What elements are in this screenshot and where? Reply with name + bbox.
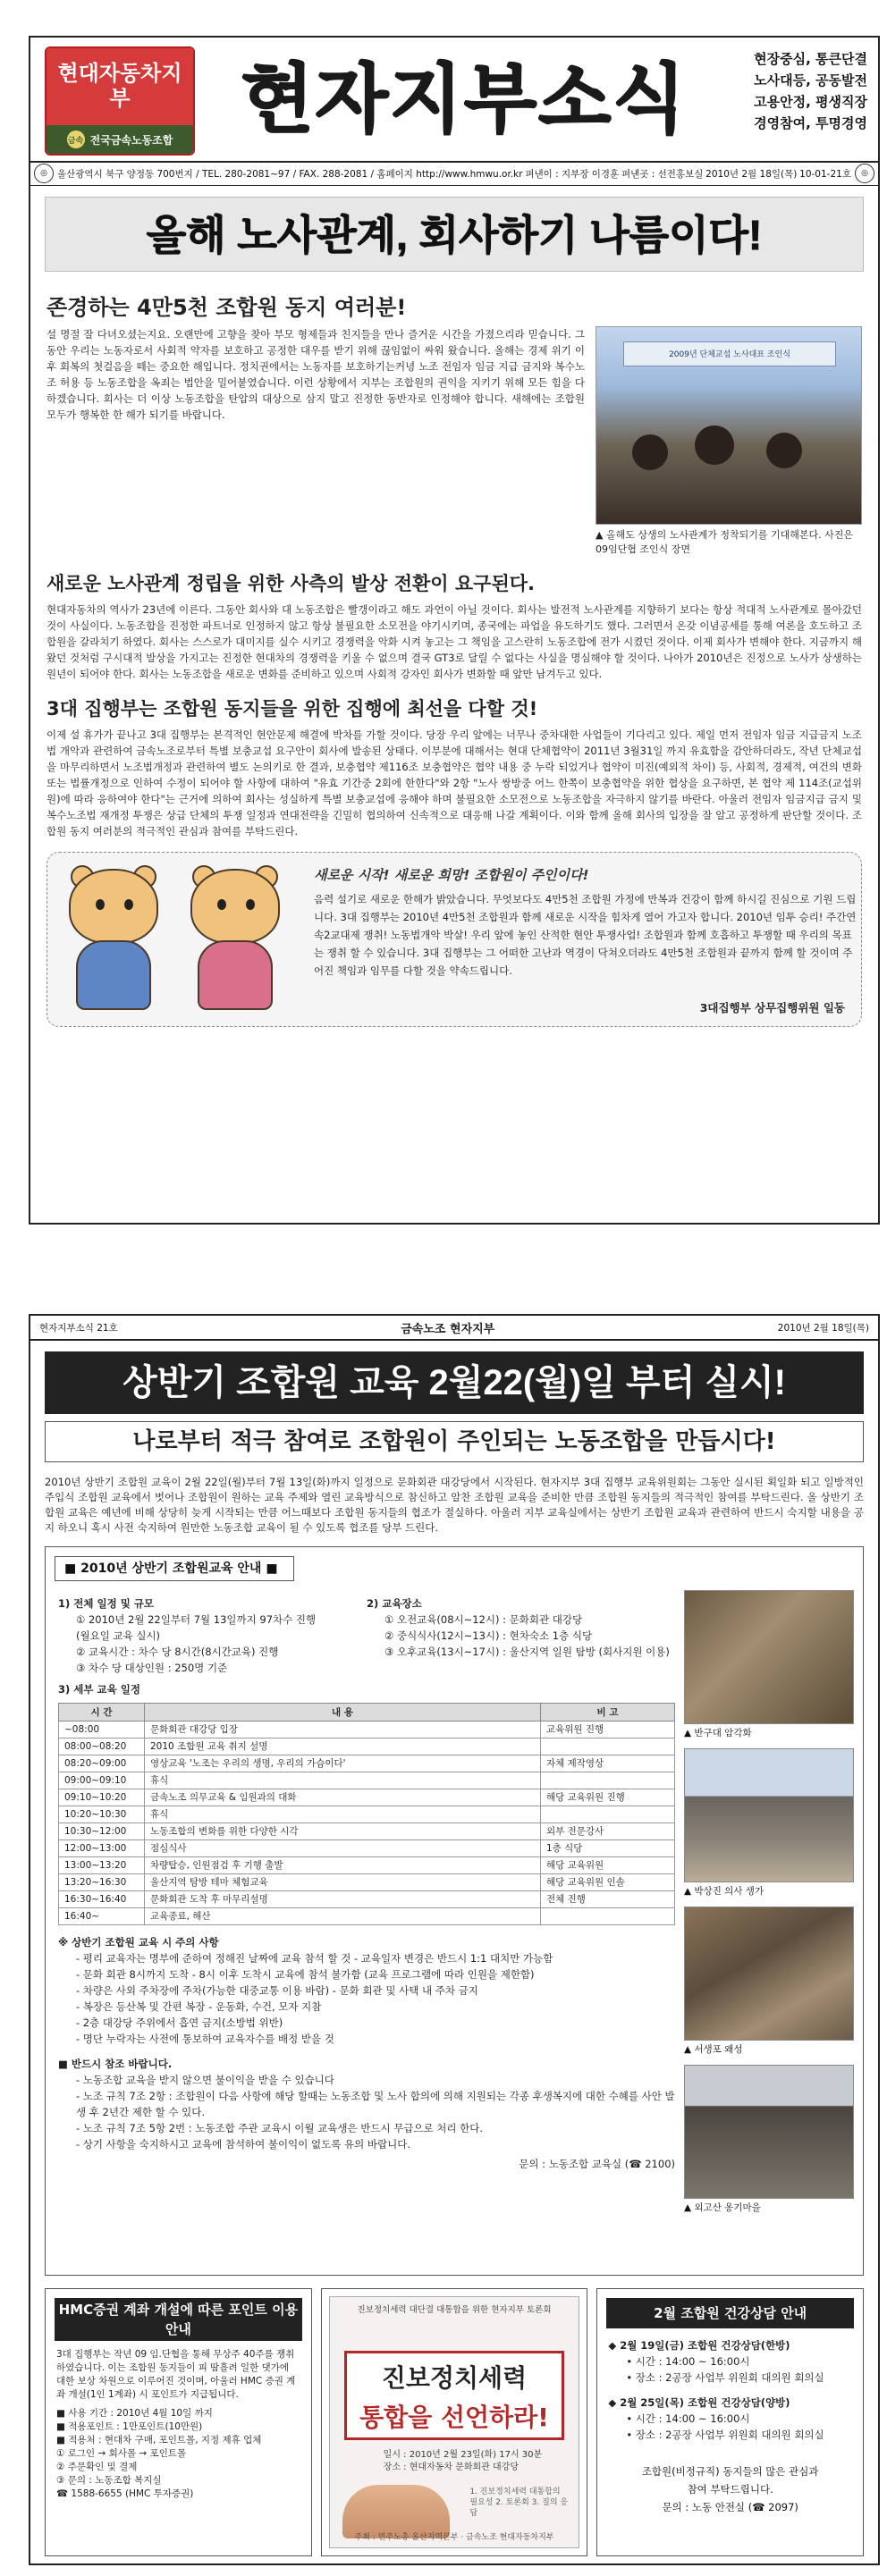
cell-content: 점심식사	[145, 1840, 541, 1857]
article-paragraph: 현대자동차의 역사가 23년에 이른다. 그동안 회사와 대 노동조합은 빨갱이라고 해도 과언이 아닐 것이다. 회사는 발전적 노사관계를 지향하기 보다는 항상 적대적 노사관계로 몰아갔던 것이 사실이다. 노동조합을 진정한 파트너로 인정하지 않고 항상 불필요한 소모전을 야기시키며, 종국에는 파업을 유도하기도 했다. 그러면서 온갖 이념공세를 통해 여론을 호도하고 조합원을 갈라치기 하였다. 회사는 스스로가 대미지를 실수 시키고 경쟁력을 악화 시켜 놓고는 그 책임을 고스란히 노동조합에 전가 시켰던 것이다. 이제 회사가 변해야 한다. 지금까지 해왔던 것처럼 구시대적 발상을 가지고는 진정한 현대차의 경쟁력을 키울 수 없으며 결국 GT3로 달릴 수 없다는 사실을 명심해야 할 것이다. 나아가 2010년은 진정으로 노사가 상생하는 원년이 되어야 한다. 회사는 노동조합을 새로운 변화를 준비하고 있으며 사회적 강자인 회사가 변화할 때 앞만 남겨두고 있다.	[46, 603, 862, 680]
slogan: 경영참여, 투명경영	[754, 115, 867, 131]
cell-time: ~08:00	[59, 1722, 145, 1738]
news-photo	[596, 326, 862, 557]
list-item: (월요일 교육 실시)	[76, 1629, 161, 1642]
notice-item: ■ 적용처 : 현대차 구매, 포인트몰, 지정 제휴 업체	[56, 2435, 262, 2446]
cell-note: 해당 교육위원	[541, 1857, 675, 1874]
block-title: 1) 전체 일정 및 규모	[58, 1597, 155, 1610]
notice-title: HMC증권 계좌 개설에 따른 포인트 이용안내	[55, 2298, 302, 2341]
cell-note: 해당 교육위원 진행	[541, 1789, 675, 1806]
table-header-row	[59, 1704, 675, 1722]
cell-content: 금속노조 의무교육 & 임원과의 대화	[145, 1789, 541, 1806]
table-row	[59, 1908, 675, 1925]
notice-title: 2월 조합원 건강상담 안내	[606, 2298, 854, 2328]
note-item: - 차량은 사외 주차장에 주차(가능한 대중교통 이용 바람) - 문화 회관 및 사택 내 주차 금지	[76, 1984, 478, 1997]
cell-note: 1층 식당	[541, 1840, 675, 1857]
poster-line: 진보정치세력	[381, 2363, 528, 2393]
page-header	[30, 1316, 878, 1341]
cell-content: 영상교육 '노조는 우리의 생명, 우리의 가슴이다'	[145, 1755, 541, 1772]
cell-time: 12:00~13:00	[59, 1840, 145, 1857]
photo-caption: ▲ 박상진 의사 생가	[684, 1886, 765, 1897]
slogan: 고용안정, 평생직장	[754, 94, 867, 110]
note-item: - 문화 회관 8시까지 도착 - 8시 이후 도착시 교육에 참석 불가함 (교육 프로그램에 따라 인원을 제한함)	[76, 1968, 535, 1981]
block-title: 2) 교육장소	[367, 1597, 422, 1610]
photo-banner: 2009년 단체교섭 노사대표 조인식	[623, 341, 836, 366]
cell-content: 2010 조합원 교육 취지 설명	[145, 1738, 541, 1755]
info-bar	[30, 163, 878, 186]
education-info-box	[45, 1546, 864, 2276]
notes-section	[58, 1934, 675, 2047]
section-heading: 3대 집행부는 조합원 동지들을 위한 집행에 최선을 다할 것!	[46, 698, 538, 720]
notice-item: ■ 사용 기간 : 2010년 4월 10일 까지	[56, 2408, 213, 2419]
table-header: 내 용	[145, 1704, 541, 1722]
greeting-box	[46, 852, 862, 1027]
poster-agenda: 1. 진보정치세력 대통합의 필요성 2. 토론회 3. 질의 응답	[469, 2488, 569, 2518]
footer-text: 조합원(비정규직) 동지들의 많은 관심과	[641, 2465, 819, 2478]
cell-content: 휴식	[145, 1806, 541, 1823]
table-row	[59, 1755, 675, 1772]
cell-note	[541, 1738, 675, 1755]
seal-icon: ◎	[34, 164, 54, 183]
union-name: 금속노조 현자지부	[401, 1322, 495, 1336]
cell-time: 13:20~16:30	[59, 1874, 145, 1891]
list-item: ② 교육시간 : 차수 당 8시간(8시간교육) 진행	[76, 1646, 279, 1658]
table-row	[59, 1772, 675, 1789]
poster-top-text: 진보정치세력 대단결 대통합을 위한 현자지부 토론회	[357, 2305, 552, 2315]
issue-number: 10-01-21호	[799, 169, 851, 180]
note-item: - 2층 대강당 주위에서 흡연 금지(소방법 위반)	[76, 2016, 283, 2029]
cell-note: 전체 진행	[541, 1891, 675, 1908]
fortress-photo	[684, 1907, 854, 2041]
table-row	[59, 1789, 675, 1806]
cell-time: 10:20~10:30	[59, 1806, 145, 1823]
consult-detail: • 장소 : 2공장 사업부 위원회 대의원 회의실	[626, 2429, 824, 2441]
poster-slogan	[344, 2351, 565, 2440]
note-item: - 노동조합 교육을 받지 않으면 불이익을 받을 수 있습니다	[76, 2074, 334, 2086]
editor: 펴낸곳 : 선전홍보실	[621, 169, 704, 180]
bottom-notices	[45, 2288, 864, 2556]
poster-line: 통합을 선언하라!	[359, 2403, 549, 2432]
newsletter-page-2	[29, 1314, 880, 2565]
newsletter-page-1	[29, 36, 880, 1225]
consult-detail: • 시간 : 14:00 ~ 16:00시	[626, 2355, 750, 2368]
list-item: ③ 차수 당 대상인원 : 250명 기준	[76, 1662, 228, 1674]
table-row	[59, 1722, 675, 1738]
slogan: 노사대등, 공동발전	[754, 72, 867, 88]
poster-date: 일시 : 2010년 2월 23일(화) 17시 30분	[383, 2450, 543, 2460]
historic-house-photo	[684, 1748, 854, 1882]
newsletter-title: 현자지부소식	[241, 57, 688, 141]
notice-item: ■ 적용포인트 : 1만포인트(10만원)	[56, 2421, 203, 2432]
greeting-title: 새로운 시작! 새로운 희망! 조합원이 주인이다!	[314, 867, 589, 883]
cell-content: 울산지역 탐방 테마 체험교육	[145, 1874, 541, 1891]
article-paragraph: 설 명절 잘 다녀오셨는지요. 오랜만에 고향을 찾아 부모 형제들과 친지들을 만나 즐거운 시간을 가졌으리라 믿습니다. 그동안 우리는 노동자로서 사회적 약자를 보호하고 공정한 대우를 받기 위해 끊임없이 싸워 왔습니다. 올해는 경제 위기 이후 회복의 첫걸음을 떼는 중요한 해입니다. 정치권에서는 노동자를 보호하기는커녕 노조 전임자 임금 지급 금지와 복수노조 허용 등 노동조합을 옥죄는 법안을 밀어붙였습니다. 이런 상황에서 지부는 조합원의 권익을 지키기 위해 모든 힘을 다하겠습니다. 회사는 더 이상 노동조합을 탄압의 대상으로 삼지 말고 진정한 동반자로 인정해야 합니다. 새해에는 조합원 모두가 행복한 한 해가 되기를 바랍니다.	[46, 328, 585, 421]
note-item: - 명단 누락자는 사전에 통보하여 교육자수를 배정 받을 것	[76, 2033, 334, 2045]
address: 울산광역시 북구 양정동 700번지 / TEL. 280-2081~97 / FAX. 288-2081 / 홈페이지 http://www.hmwu.or.kr	[57, 169, 523, 180]
logo-badge: 금속	[67, 130, 85, 148]
notice-text: 3대 집행부는 작년 09 임.단협을 통해 무상주 40주를 쟁취하였습니다. 이는 조합원 동지들이 피 땀흘려 일한 댓가에 대한 보상 차원으로 이루어진 것이며, 아울러 HMC 증권 계좌 개설(1인 1계좌) 시 포인트가 지급됩니다.	[56, 2349, 296, 2400]
block-title: 3) 세부 교육 일정	[58, 1683, 140, 1696]
cell-content: 문화회관 도착 후 마무리설명	[145, 1891, 541, 1908]
cell-content: 교육종료, 해산	[145, 1908, 541, 1925]
health-consult-notice	[596, 2288, 864, 2556]
cell-time: 16:30~16:40	[59, 1891, 145, 1908]
cell-note	[541, 1908, 675, 1925]
logo-title: 현대자동차지부	[46, 48, 193, 125]
signing-ceremony-photo	[596, 326, 862, 525]
cell-content: 문화회관 대강당 입장	[145, 1722, 541, 1738]
cell-time: 08:00~08:20	[59, 1738, 145, 1755]
photo-caption: ▲ 서생포 왜성	[684, 2044, 743, 2055]
table-row	[59, 1823, 675, 1840]
seal-icon: ◎	[855, 164, 874, 183]
note-item: - 복장은 등산복 및 간편 복장 - 운동화, 수건, 모자 지참	[76, 2000, 322, 2013]
cell-time: 09:00~09:10	[59, 1772, 145, 1789]
consult-date: ◆ 2월 25일(목) 조합원 건강상담(양방)	[608, 2396, 790, 2409]
union-logo	[45, 46, 195, 156]
note-item: - 노조 규칙 7조 5항 2번 : 노동조합 주관 교육시 이월 교육생은 반드시 무급으로 처리 한다.	[76, 2122, 484, 2134]
issue-date: 2010년 2월 18일(목)	[705, 169, 798, 180]
cell-content: 차량탑승, 인원점검 후 기행 출발	[145, 1857, 541, 1874]
tiger-mascot-illustration	[60, 869, 294, 1014]
notice-item: ① 로그인 → 회사몰 → 포인트몰	[56, 2448, 187, 2459]
table-header: 비 고	[541, 1704, 675, 1722]
note-item: - 평리 교육자는 명부에 준하여 정해진 날짜에 교육 참석 할 것 - 교육일자 변경은 반드시 1:1 대치만 가능함	[76, 1952, 553, 1965]
poster-place: 장소 : 현대자동차 문화회관 대강당	[383, 2462, 519, 2472]
slogan: 현장중심, 통큰단결	[754, 51, 867, 67]
education-subheadline: 나로부터 적극 참여로 조합원이 주인되는 노동조합을 만듭시다!	[45, 1421, 864, 1462]
block-title: ※ 상반기 조합원 교육 시 주의 사항	[58, 1936, 219, 1949]
table-header: 시 간	[59, 1704, 145, 1722]
cell-time: 08:20~09:00	[59, 1755, 145, 1772]
greeting-signature: 3대집행부 상무집행위원 일동	[699, 1001, 845, 1014]
list-item: ② 중식식사(12시~13시) : 현차숙소 1층 식당	[384, 1629, 593, 1642]
cell-time: 10:30~12:00	[59, 1823, 145, 1840]
contact-info: 문의 : 노동 안전실 (☎ 2097)	[662, 2501, 798, 2513]
list-item: ③ 오후교육(13시~17시) : 울산지역 일원 탐방 (회사지원 이용)	[384, 1646, 670, 1658]
slogans	[717, 48, 867, 134]
notice-item: ☎ 1588-6655 (HMC 투자증권)	[56, 2488, 194, 2499]
hmc-point-notice	[45, 2288, 312, 2556]
contact-info: 문의 : 노동조합 교육실 (☎ 2100)	[519, 2158, 675, 2170]
main-headline: 올해 노사관계, 회사하기 나름이다!	[45, 197, 864, 272]
cell-time: 09:10~10:20	[59, 1789, 145, 1806]
section-heading: 새로운 노사관계 정립을 위한 사측의 발상 전환이 요구된다.	[46, 573, 536, 594]
consult-detail: • 장소 : 2공장 사업부 위원회 대의원 회의실	[626, 2371, 824, 2384]
tiger-mascot	[60, 869, 167, 1012]
issue-date: 2010년 2월 18일(목)	[777, 1322, 869, 1334]
notice-item: ③ 문의 : 노동조합 복지실	[56, 2475, 162, 2486]
cell-time: 13:00~13:20	[59, 1857, 145, 1874]
cell-note: 자체 제작영상	[541, 1755, 675, 1772]
forum-poster	[321, 2288, 588, 2556]
tour-photos	[684, 1590, 854, 2214]
education-box-title: ■ 2010년 상반기 조합원교육 안내 ■	[55, 1556, 294, 1581]
block-title: ■ 반드시 참조 바랍니다.	[58, 2058, 173, 2070]
consult-date: ◆ 2월 19일(금) 조합원 건강상담(한방)	[608, 2339, 790, 2352]
cell-note: 외부 전문강사	[541, 1823, 675, 1840]
notice-item: ② 주문확인 및 결제	[56, 2462, 138, 2472]
list-item: ① 2010년 2월 22일부터 7월 13일까지 97차수 진행	[76, 1613, 317, 1626]
photo-caption: ▲ 올해도 상생의 노사관계가 정착되기를 기대해본다. 사진은 09임단협 조인식 장면	[596, 529, 853, 555]
cell-note	[541, 1806, 675, 1823]
cell-content: 휴식	[145, 1772, 541, 1789]
table-row	[59, 1840, 675, 1857]
photo-caption: ▲ 외고산 옹기마을	[684, 2202, 761, 2213]
table-row	[59, 1874, 675, 1891]
cell-note: 해당 교육위원 인솔	[541, 1874, 675, 1891]
poster-organizer: 주최 : 민주노총 울산지역본부 · 금속노조 현대자동차지부	[354, 2533, 554, 2542]
photo-caption: ▲ 반구대 암각화	[684, 1728, 752, 1738]
schedule-table	[58, 1703, 675, 1925]
article-paragraph: 2010년 상반기 조합원 교육이 2월 22일(월)부터 7월 13일(화)까지 일정으로 문화회관 대강당에서 시작된다. 현자지부 3대 집행부 교육위원회는 그동안 실시된 획일화 되고 일방적인 주입식 조합원 교육에서 벗어나 조합원이 원하는 교육 주제와 열린 교육방식으로 참신하고 알찬 조합원 교육을 준비한 만큼 조합원 동지들의 적극적인 참여를 부탁드린다. 올 상반기 조합원 교육은 예년에 비해 상당히 늦게 시작되는 만큼 어느때보다 조합원 동지들의 협조가 절실하다. 아울러 지부 교육실에서는 상반기 조합원 교육과 관련하여 반드시 숙지할 내용을 공지 하오니 혹시 사전 숙지하여 원만한 노동조합 교육이 될 수 있도록 협조를 당부 드린다.	[45, 1476, 864, 1534]
issue-label: 현자지부소식 21호	[39, 1322, 118, 1334]
publisher: 펴낸이 : 지부장 이경훈	[525, 169, 620, 180]
list-item: ① 오전교육(08시~12시) : 문화회관 대강당	[384, 1613, 583, 1626]
petroglyph-photo	[684, 1590, 854, 1724]
table-row	[59, 1857, 675, 1874]
reference-section	[58, 2056, 675, 2172]
logo-subtitle: 전국금속노동조합	[89, 133, 173, 147]
cell-note	[541, 1772, 675, 1789]
greeting-text: 음력 설기로 새로운 한해가 밝았습니다. 무엇보다도 4만5천 조합원 가정에 만복과 건강이 함께 하시길 진심으로 기원 드립니다. 3대 집행부는 2010년 4만5천 조합원과 함께 새로운 시작을 힘차게 열어 가고자 합니다. 2010년 임투 승리! 주간연속2교대제 쟁취! 노동법개악 박살! 우리 앞에 놓인 산적한 현안 투쟁사업! 조합원과 함께 호흡하고 투쟁할 때 우리의 목표는 쟁취 할 수 있습니다. 3대 집행부는 그 어떠한 고난과 역경이 닥쳐오더라도 4만5천 조합원과 끝까지 함께 할 것이며 주어진 책임과 임무를 다할 것을 약속드립니다.	[314, 893, 857, 977]
table-row	[59, 1738, 675, 1755]
table-row	[59, 1806, 675, 1823]
note-item: - 상기 사항을 숙지하시고 교육에 참석하여 불이익이 없도록 유의 바랍니다.	[76, 2138, 410, 2151]
cell-content: 노동조합의 변화를 위한 다양한 시각	[145, 1823, 541, 1840]
section-heading: 존경하는 4만5천 조합원 동지 여러분!	[46, 295, 407, 320]
tiger-mascot	[182, 869, 289, 1012]
note-item: - 노조 규칙 7조 2항 : 조합원이 다음 사항에 해당 할때는 노동조합 및 노사 합의에 의해 지원되는 각종 후생복지에 대한 수혜를 사안 발생 후 2년간 제한 할 수 있다.	[76, 2090, 675, 2118]
article-paragraph: 이제 설 휴가가 끝나고 3대 집행부는 본격적인 현안문제 해결에 박차를 가할 것이다. 당장 우리 앞에는 너무나 중차대한 사업들이 기다리고 있다. 제일 먼저 전임자 임금 지급금지 노조법 개악과 관련하여 금속노조로부터 특별 보충교섭 요구안이 회사에 발송된 상태다. 이부분에 대해서는 현대 단체협약이 2011년 3월31일 까지 유효함을 감안하더라도, 작년 단체교섭을 마무리하면서 노조법개정과 관련하여 별도 논의키로 한 결과, 보충협약 제116조 보충협약은 협약 내용 중 누락 되었거나 협약이 미진(예외적 차이) 등, 사회적, 경제적, 여건의 변화 또는 법률개정으로 인하여 수정이 되어야 할 사항에 대하여 "유효 기간중 2회에 한한다"와 2항 "노사 쌍방중 어느 한쪽이 보충협약을 위한 협상을 요구하면, 본 협약 제 114조(교섭위원)에 따라 응하여야 한다"는 근거에 의하여 회사는 성실하게 특별 보충교섭에 응해야 하며 불필요한 소모전으로 노동조합을 자극하지 않기를 바란다. 아울러 전임자 임금지급 금지 및 복수노조법 재개정 투쟁은 상급 단체의 투쟁 일정과 연대전략을 긴밀히 협의하여 신속적으로 대응해 나갈 계획이다. 이와 함께 올해 회사의 입장을 잘 알고 공정하게 판단할 것이다. 조합원 동지 여러분의 적극적인 관심과 참여를 부탁드린다.	[46, 728, 862, 838]
consult-detail: • 시간 : 14:00 ~ 16:00시	[626, 2412, 750, 2425]
pottery-village-photo	[684, 2065, 854, 2199]
cell-note: 교육위원 진행	[541, 1722, 675, 1738]
table-row	[59, 1891, 675, 1908]
footer-text: 참여 부탁드립니다.	[687, 2483, 773, 2496]
masthead	[30, 38, 878, 163]
education-headline: 상반기 조합원 교육 2월22(월)일 부터 실시!	[45, 1351, 864, 1414]
cell-time: 16:40~	[59, 1908, 145, 1925]
